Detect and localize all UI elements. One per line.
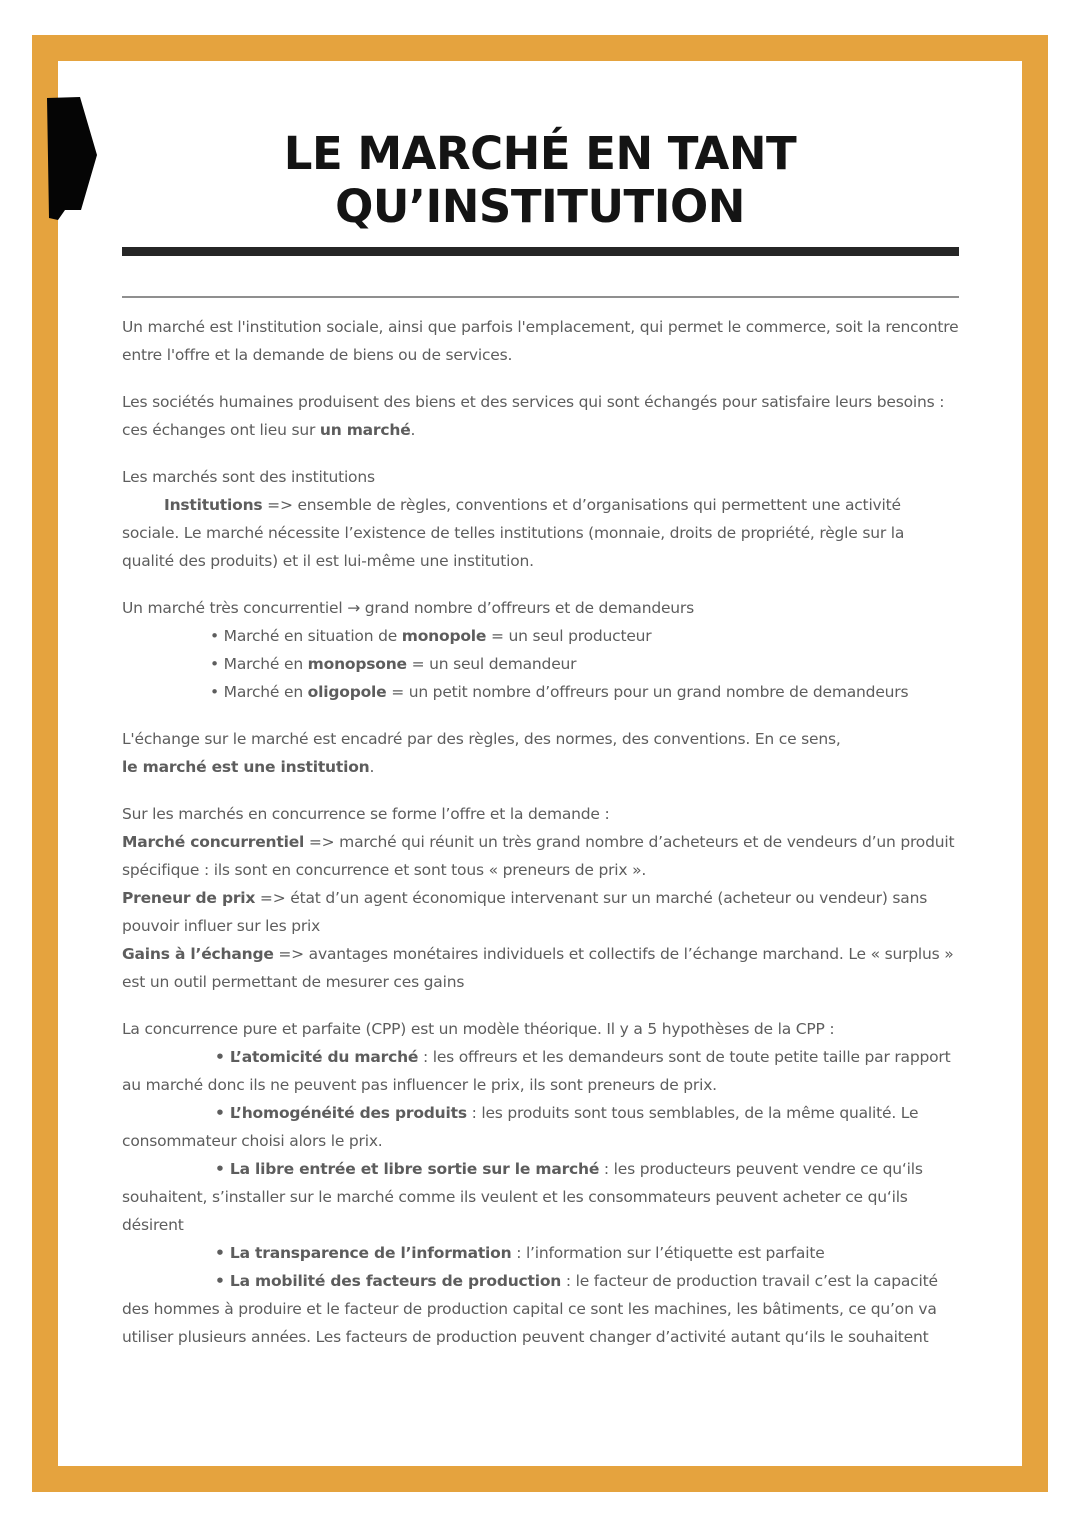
paragraph <box>122 491 959 575</box>
text-run: Un marché est l'institution sociale, ainsi que parfois l'emplacement, qui permet le commerce, soit la rencontre entre l'offre et la demande de biens ou de services. <box>122 318 959 364</box>
page-title <box>118 127 962 233</box>
text-run: : les produits sont tous semblables, de la même qualité. Le consommateur choisi alors le prix. <box>122 1104 919 1150</box>
text-run: Les sociétés humaines produisent des biens et des services qui sont échangés pour satisfaire leurs besoins : ces échanges ont lieu sur <box>122 393 945 439</box>
bold-term: un marché <box>319 421 411 439</box>
bold-term: • La transparence de l’information <box>215 1244 512 1262</box>
bookmark-ribbon-icon <box>44 95 100 223</box>
text-run: • Marché en <box>210 655 308 673</box>
title-underline-rule <box>122 247 959 256</box>
text-run: : le facteur de production travail c’est la capacité des hommes à produire et le facteur de production capital ce sont les machines, les bâtiments, ce qu’on va utiliser plusieurs années. Les facteurs de production peuvent changer d’activité autant qu‘ils le souhaitent <box>122 1272 938 1346</box>
paragraph <box>122 828 959 884</box>
bullet-item <box>122 1043 959 1099</box>
text-run: La concurrence pure et parfaite (CPP) est un modèle théorique. Il y a 5 hypothèses de la CPP : <box>122 1020 835 1038</box>
text-run: = un seul producteur <box>486 627 652 645</box>
paragraph <box>122 725 959 781</box>
page-content <box>58 61 1022 1351</box>
text-run: . <box>369 758 375 776</box>
text-block <box>122 1015 959 1351</box>
bookmark-ribbon-shape <box>47 97 97 220</box>
paragraph <box>122 1015 959 1043</box>
paragraph <box>122 594 959 622</box>
text-block <box>122 388 959 444</box>
text-block <box>122 594 959 706</box>
bullet-item <box>122 1099 959 1155</box>
bullet-item <box>122 650 959 678</box>
paragraph <box>122 800 959 828</box>
text-run: => marché qui réunit un très grand nombre d’acheteurs et de vendeurs d’un produit spécifique : ils sont en concurrence et sont tous « preneurs de prix ». <box>122 833 955 879</box>
text-run: Un marché très concurrentiel → grand nombre d’offreurs et de demandeurs <box>122 599 694 617</box>
bullet-item <box>122 1267 959 1351</box>
page-title-line2: QU’INSTITUTION <box>335 180 745 233</box>
bold-term: • L’atomicité du marché <box>215 1048 419 1066</box>
text-run: Les marchés sont des institutions <box>122 468 375 486</box>
text-run: = un seul demandeur <box>406 655 577 673</box>
text-run: . <box>410 421 416 439</box>
text-run: : les producteurs peuvent vendre ce qu‘ils souhaitent, s’installer sur le marché comme ils veulent et les consommateurs peuvent acheter ce qu‘ils désirent <box>122 1160 923 1234</box>
paragraph <box>122 388 959 444</box>
page-title-line1: LE MARCHÉ EN TANT <box>283 127 797 180</box>
text-run: => ensemble de règles, conventions et d’organisations qui permettent une activité sociale. Le marché nécessite l’existence de telles institutions (monnaie, droits de propriété, règle sur la qualité des produits) et il est lui-même une institution. <box>122 496 905 570</box>
bold-term: • La mobilité des facteurs de production <box>215 1272 562 1290</box>
bullet-item <box>122 622 959 650</box>
bold-term: monopsone <box>307 655 407 673</box>
bold-term: Preneur de prix <box>122 889 256 907</box>
text-run: Sur les marchés en concurrence se forme l’offre et la demande : <box>122 805 610 823</box>
text-run: • Marché en situation de <box>210 627 402 645</box>
text-run: => avantages monétaires individuels et collectifs de l’échange marchand. Le « surplus » est un outil permettant de mesurer ces gains <box>122 945 954 991</box>
bold-term: • L’homogénéité des produits <box>215 1104 467 1122</box>
paragraph <box>122 463 959 491</box>
paragraph <box>122 313 959 369</box>
document-body <box>122 313 959 1351</box>
bold-term: Institutions <box>164 496 263 514</box>
bullet-item <box>122 678 959 706</box>
text-run: • Marché en <box>210 683 308 701</box>
text-block <box>122 313 959 369</box>
text-run: => état d’un agent économique intervenant sur un marché (acheteur ou vendeur) sans pouvoir influer sur les prix <box>122 889 928 935</box>
text-block <box>122 463 959 575</box>
text-run: : l’information sur l’étiquette est parfaite <box>511 1244 825 1262</box>
paragraph <box>122 940 959 996</box>
text-run: = un petit nombre d’offreurs pour un grand nombre de demandeurs <box>386 683 909 701</box>
bullet-item <box>122 1239 959 1267</box>
paragraph <box>122 884 959 940</box>
bullet-item <box>122 1155 959 1239</box>
text-run: : les offreurs et les demandeurs sont de toute petite taille par rapport au marché donc ils ne peuvent pas influencer le prix, ils sont preneurs de prix. <box>122 1048 951 1094</box>
bold-term: • La libre entrée et libre sortie sur le marché <box>215 1160 600 1178</box>
text-run: L'échange sur le marché est encadré par des règles, des normes, des conventions. En ce sens, <box>122 730 841 748</box>
divider-line <box>122 296 959 298</box>
bold-term: monopole <box>401 627 487 645</box>
bold-term: Gains à l’échange <box>122 945 274 963</box>
bold-term: oligopole <box>307 683 387 701</box>
text-block <box>122 725 959 781</box>
text-block <box>122 800 959 996</box>
bold-term: le marché est une institution <box>122 758 370 776</box>
bold-term: Marché concurrentiel <box>122 833 305 851</box>
